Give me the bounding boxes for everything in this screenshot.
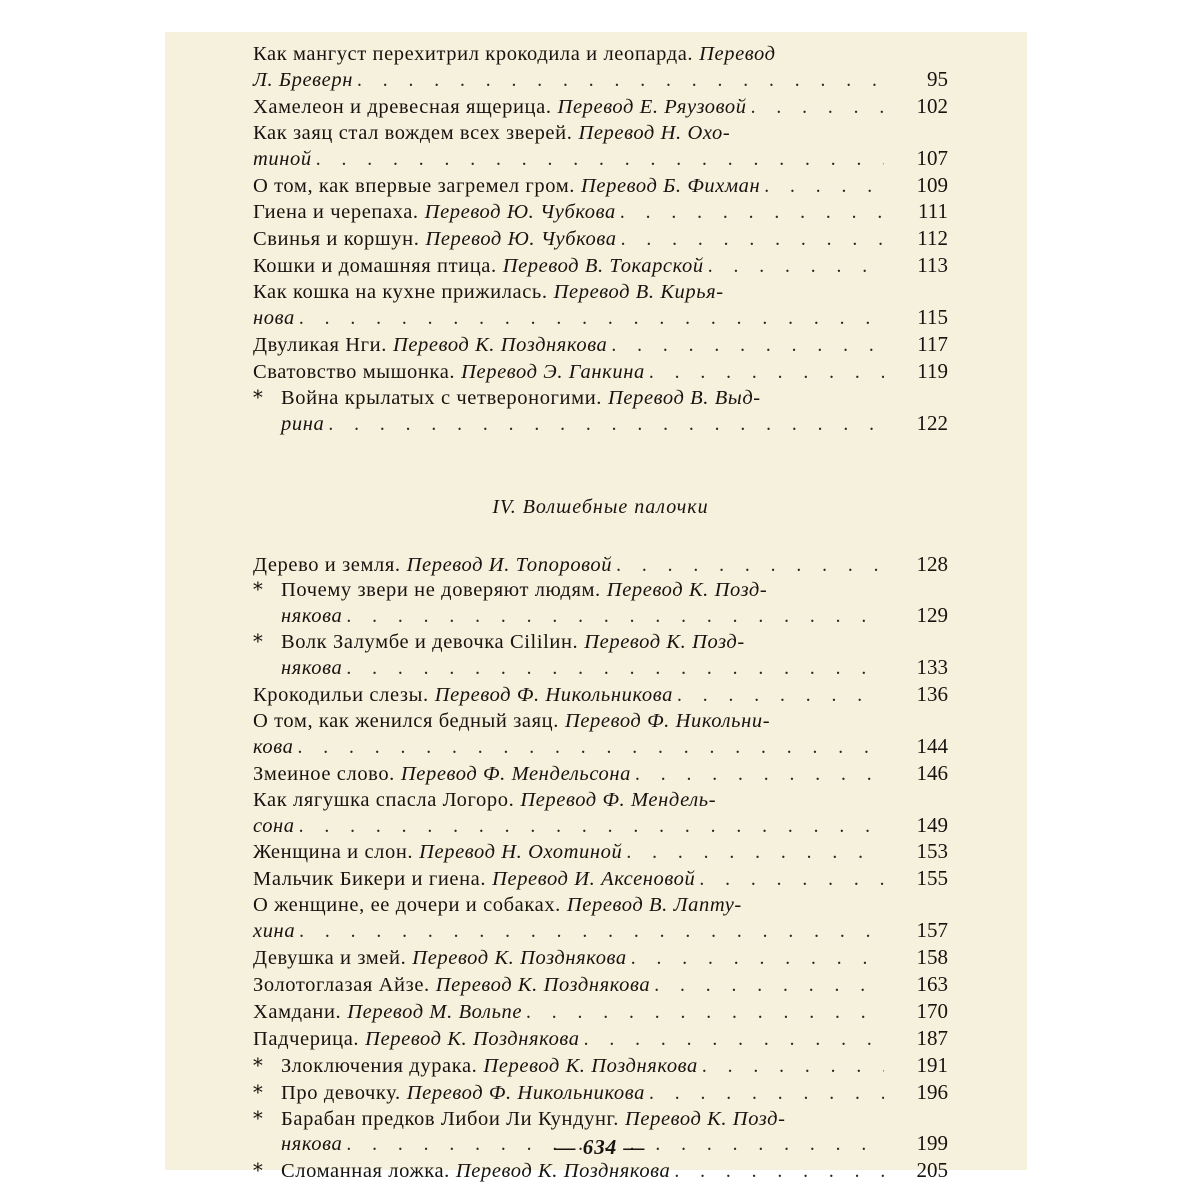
- toc-entry-line: [253, 866, 948, 893]
- toc-entry-title: О том, как женился бедный заяц.: [253, 709, 559, 732]
- dot-leader: [316, 148, 884, 173]
- toc-entry-title: Двуликая Нги.: [253, 333, 387, 356]
- toc-entry-translator: хина: [253, 920, 296, 943]
- page-number: — 634 —: [554, 1135, 646, 1159]
- toc-page-number: 102: [916, 93, 948, 118]
- toc-entry: [253, 386, 948, 438]
- toc-entry-line: [253, 630, 948, 655]
- toc-entry-line: [253, 945, 948, 972]
- toc-entry-translator: Перевод Н. Охотиной: [419, 841, 623, 864]
- toc-entry-line: [253, 146, 948, 173]
- dot-leader: [649, 361, 884, 386]
- toc-entry-translator: нова: [253, 307, 295, 330]
- toc-entry-line: [253, 199, 948, 226]
- dot-leader: [584, 1028, 884, 1053]
- toc-entry-title: Почему звери не доверяют людям.: [281, 579, 601, 602]
- toc-entry-title: О том, как впервые загремел гром.: [253, 174, 576, 197]
- toc-entry: [253, 682, 948, 709]
- toc-entry-translator: Перевод В. Кирья-: [553, 281, 724, 304]
- toc-entry-title: Война крылатых с четвероногими.: [281, 386, 602, 409]
- toc-entry-translator: рина: [281, 412, 325, 435]
- toc-page-number: 136: [916, 682, 948, 707]
- toc-entry-title: Хамдани.: [253, 1000, 342, 1023]
- toc-page-number: 199: [916, 1131, 948, 1156]
- toc-entry: [253, 1080, 948, 1107]
- toc-entry-line: [253, 280, 948, 305]
- toc-page-number: 119: [917, 358, 948, 383]
- toc-entry-title: Свинья и коршун.: [253, 228, 420, 251]
- toc-page-number: 149: [916, 812, 948, 837]
- dot-leader: [299, 815, 884, 840]
- toc-entry-line: [253, 94, 948, 121]
- section-heading: IV. Волшебные палочки: [492, 495, 709, 518]
- toc-page-number: 170: [916, 998, 948, 1023]
- toc-entry-translator: Перевод К. Позднякова: [435, 974, 651, 996]
- toc-entry: [253, 94, 948, 121]
- toc-entry-line: [253, 603, 948, 630]
- toc-entry-title: Барабан предков Либои Ли Кундунг.: [281, 1107, 619, 1130]
- dot-leader: [699, 868, 884, 893]
- toc-entry-title: Крокодильи слезы.: [253, 684, 429, 707]
- toc-entry-translator: Перевод К. Позд-: [584, 631, 745, 654]
- toc-page-number: 144: [916, 733, 948, 758]
- dot-leader: [654, 974, 884, 999]
- toc-entry: [253, 788, 948, 840]
- dot-leader: [626, 841, 884, 866]
- toc-entry-translator: Перевод К. Позднякова: [392, 333, 608, 356]
- toc-entry: [253, 1053, 948, 1080]
- toc-page-number: 111: [918, 199, 948, 224]
- toc-entry-title: Женщина и слон.: [253, 841, 414, 864]
- toc-entry: [253, 332, 948, 359]
- toc-entry: [253, 999, 948, 1026]
- toc-entry-translator: някова: [281, 605, 343, 628]
- toc-page-number: 163: [916, 972, 948, 996]
- toc-entry-translator: Перевод К. Позднякова: [365, 1027, 580, 1050]
- toc-entry-translator: Перевод Э. Ганкина: [461, 360, 645, 383]
- toc-entry-translator: Перевод Б. Фихман: [581, 174, 761, 197]
- asterisk-marker: *: [253, 1106, 263, 1130]
- toc-page-number: 187: [916, 1025, 948, 1050]
- toc-entry-line: [253, 788, 948, 813]
- dot-leader: [297, 736, 884, 761]
- toc-entry: [253, 709, 948, 761]
- toc-entry-line: [253, 918, 948, 945]
- toc-entry: [253, 761, 948, 788]
- toc-page-number: 153: [916, 839, 948, 864]
- dot-leader: [702, 1055, 884, 1080]
- dot-leader: [346, 605, 884, 630]
- toc-entry-translator: Перевод К. Позднякова: [455, 1160, 671, 1183]
- toc-entry-title: Волк Залумбе и девочка Сililин.: [281, 631, 579, 654]
- toc-entry-line: [253, 42, 948, 67]
- toc-entry: [253, 630, 948, 682]
- toc-page-number: 95: [927, 66, 948, 91]
- toc-entry-line: [253, 709, 948, 734]
- toc-entry-line: [253, 411, 948, 438]
- toc-page-number: 107: [916, 145, 948, 170]
- toc-entry-line: [253, 761, 948, 788]
- toc-entry-title: Злоключения дурака.: [281, 1054, 478, 1077]
- toc-entry: [253, 199, 948, 226]
- toc-entry-line: [253, 972, 948, 999]
- table-of-contents: [253, 42, 948, 1185]
- toc-entry: [253, 1158, 948, 1185]
- dot-leader: [299, 307, 884, 332]
- toc-entry-line: [253, 67, 948, 94]
- dot-leader: [621, 228, 884, 253]
- dot-leader: [357, 69, 884, 94]
- toc-page-number: 133: [916, 655, 948, 680]
- asterisk-marker: *: [253, 385, 263, 409]
- toc-entry: [253, 578, 948, 630]
- toc-entry-translator: Перевод Ю. Чубкова: [424, 201, 616, 224]
- toc-section-4: [253, 552, 948, 1186]
- toc-entry-line: [253, 173, 948, 200]
- toc-entry-translator: сона: [253, 814, 295, 837]
- toc-entry: [253, 226, 948, 253]
- toc-entry-line: [253, 386, 948, 411]
- dot-leader: [764, 175, 884, 200]
- toc-entry-line: [253, 813, 948, 840]
- dot-leader: [751, 96, 884, 121]
- toc-entry-translator: Перевод Ю. Чубкова: [425, 228, 617, 251]
- toc-entry-line: [253, 682, 948, 709]
- toc-entry-title: Как лягушка спасла Логоро.: [253, 788, 515, 811]
- toc-entry-title: Падчерица.: [253, 1027, 360, 1050]
- toc-page-number: 129: [916, 603, 948, 628]
- toc-page-number: 146: [916, 760, 948, 785]
- toc-entry-translator: Перевод Ф. Никольникова: [434, 684, 673, 707]
- toc-entry-line: [253, 839, 948, 866]
- toc-entry-title: Как кошка на кухне прижилась.: [253, 281, 548, 304]
- toc-entry-title: Дерево и земля.: [253, 553, 401, 576]
- toc-entry-line: [253, 359, 948, 386]
- toc-page-number: 115: [917, 305, 948, 330]
- toc-entry-line: [253, 578, 948, 603]
- dot-leader: [346, 657, 884, 682]
- toc-page-number: 157: [916, 918, 948, 943]
- asterisk-marker: *: [253, 630, 263, 654]
- toc-entry: [253, 866, 948, 893]
- toc-entry-title: Как мангуст перехитрил крокодила и леопарда.: [253, 43, 694, 65]
- toc-entry-translator: кова: [253, 735, 294, 758]
- toc-entry: [253, 280, 948, 332]
- toc-entry-line: [253, 1158, 948, 1185]
- toc-entry-translator: Перевод Ф. Никольникова: [406, 1081, 645, 1104]
- toc-entry-line: [253, 1080, 948, 1107]
- toc-entry: [253, 972, 948, 999]
- toc-entry-translator: Перевод М. Вольпе: [347, 1000, 523, 1023]
- dot-leader: [649, 1082, 884, 1107]
- asterisk-marker: *: [253, 578, 263, 602]
- toc-entry-line: [253, 121, 948, 146]
- toc-entry-title: Хамелеон и древесная ящерица.: [253, 95, 552, 118]
- toc-entry: [253, 839, 948, 866]
- dot-leader: [677, 684, 884, 709]
- toc-entry-title: Змеиное слово.: [253, 762, 395, 785]
- toc-page-number: 191: [916, 1052, 948, 1077]
- toc-entry-title: Гиена и черепаха.: [253, 201, 419, 224]
- toc-entry-title: Кошки и домашняя птица.: [253, 255, 497, 278]
- asterisk-marker: *: [253, 1080, 263, 1104]
- toc-entry: [253, 359, 948, 386]
- toc-entry-translator: Перевод Ф. Мендель-: [520, 788, 717, 811]
- toc-entry-translator: Перевод В. Лапту-: [566, 894, 742, 917]
- toc-entry-translator: Перевод К. Позднякова: [483, 1054, 698, 1077]
- toc-entry: [253, 173, 948, 200]
- toc-entry-title: Мальчик Бикери и гиена.: [253, 868, 487, 891]
- toc-entry-translator: Перевод К. Позд-: [624, 1107, 786, 1130]
- dot-leader: [631, 947, 884, 972]
- toc-entry-line: [253, 332, 948, 359]
- toc-page-number: 122: [916, 410, 948, 435]
- toc-page-number: 205: [916, 1158, 948, 1183]
- toc-entry-line: [253, 253, 948, 280]
- dot-leader: [299, 920, 884, 945]
- toc-entry-title: Как заяц стал вождем всех зверей.: [253, 121, 573, 144]
- toc-page-number: 128: [916, 551, 948, 576]
- toc-entry: [253, 121, 948, 173]
- toc-entry-line: [253, 1107, 948, 1132]
- toc-entry-translator: Перевод В. Токарской: [502, 255, 704, 278]
- dot-leader: [620, 201, 884, 226]
- toc-entry-translator: Перевод К. Позднякова: [412, 947, 627, 970]
- toc-page-number: 158: [916, 945, 948, 970]
- toc-entry-translator: Перевод И. Аксеновой: [492, 868, 696, 891]
- toc-entry-title: Сломанная ложка.: [281, 1160, 450, 1183]
- toc-entry: [253, 1026, 948, 1053]
- toc-entry-translator: някова: [281, 1133, 343, 1156]
- dot-leader: [674, 1160, 884, 1185]
- toc-page-number: 113: [917, 253, 948, 278]
- toc-entry-title: Сватовство мышонка.: [253, 360, 456, 383]
- dot-leader: [708, 255, 884, 280]
- toc-entry-translator: Перевод Ф. Никольни-: [564, 709, 771, 732]
- toc-entry-translator: Перевод И. Топоровой: [406, 553, 613, 576]
- toc-entry-line: [253, 1053, 948, 1080]
- toc-page-number: 117: [917, 331, 948, 356]
- toc-entry-translator: Перевод Ф. Мендельсона: [400, 762, 631, 785]
- toc-entry-translator: Л. Бреверн: [253, 68, 353, 91]
- dot-leader: [635, 763, 884, 788]
- toc-entry-title: Девушка и змей.: [253, 947, 407, 970]
- toc-entry-title: О женщине, ее дочери и собаках.: [253, 894, 561, 917]
- toc-entry: [253, 552, 948, 579]
- toc-entry-line: [253, 305, 948, 332]
- toc-entry-line: [253, 734, 948, 761]
- asterisk-marker: *: [253, 1053, 263, 1077]
- toc-entry-line: [253, 999, 948, 1026]
- toc-entry-translator: Перевод Н. Охо-: [578, 121, 731, 144]
- dot-leader: [526, 1001, 884, 1026]
- toc-entry-translator: някова: [281, 657, 343, 680]
- toc-entry-line: [253, 1026, 948, 1053]
- toc-entry-title: Золотоглазая Айзе.: [253, 974, 430, 996]
- toc-page-number: 196: [916, 1079, 948, 1104]
- asterisk-marker: *: [253, 1159, 263, 1183]
- toc-entry-translator: тиной: [253, 147, 312, 170]
- toc-entry-translator: Перевод: [699, 43, 776, 65]
- toc-entry-translator: Перевод В. Выд-: [608, 386, 761, 409]
- toc-entry-title: Про девочку.: [281, 1081, 401, 1104]
- toc-entry: [253, 893, 948, 945]
- toc-entry-translator: Перевод Е. Ряузовой: [557, 95, 747, 118]
- toc-page-number: 155: [916, 866, 948, 891]
- toc-entry-line: [253, 655, 948, 682]
- toc-entry: [253, 945, 948, 972]
- toc-page-number: 112: [917, 226, 948, 251]
- toc-entry-translator: Перевод К. Позд-: [606, 579, 768, 602]
- toc-entry-line: [253, 552, 948, 579]
- dot-leader: [611, 334, 884, 359]
- dot-leader: [616, 554, 884, 579]
- dot-leader: [328, 413, 884, 438]
- toc-entry-line: [253, 226, 948, 253]
- toc-entry: [253, 42, 948, 94]
- toc-page-number: 109: [916, 172, 948, 197]
- toc-section-3: [253, 42, 948, 438]
- toc-entry-line: [253, 893, 948, 918]
- toc-entry: [253, 253, 948, 280]
